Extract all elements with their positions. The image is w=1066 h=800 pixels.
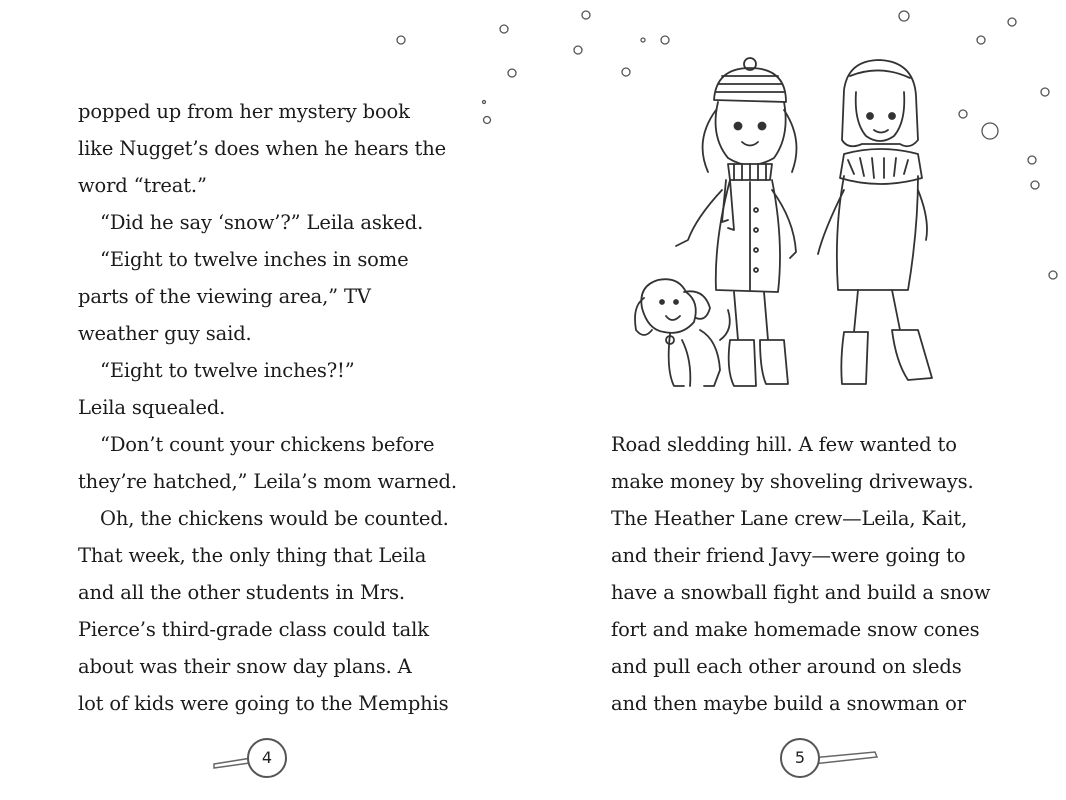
text-line: make money by shoveling driveways. (611, 470, 974, 493)
text-line: weather guy said. (78, 322, 252, 345)
right-page-text (611, 426, 1031, 722)
text-line: word “treat.” (78, 174, 207, 197)
text-line: they’re hatched,” Leila’s mom warned. (78, 470, 457, 493)
text-line: “Did he say ‘snow’?” Leila asked. (100, 211, 424, 234)
girls-and-dog-illustration (618, 40, 978, 420)
page-number: 4 (247, 738, 287, 778)
text-line: and then maybe build a snowman or (611, 692, 966, 715)
text-line: popped up from her mystery book (78, 100, 410, 123)
text-line: like Nugget’s does when he hears the (78, 137, 446, 160)
text-line: “Eight to twelve inches?!” (100, 359, 355, 382)
text-line: Oh, the chickens would be counted. (100, 507, 449, 530)
text-line: Pierce’s third-grade class could talk (78, 618, 429, 641)
magnifier-handle-icon (811, 750, 881, 770)
text-line: about was their snow day plans. A (78, 655, 412, 678)
text-line: “Eight to twelve inches in some (100, 248, 409, 271)
text-line: have a snowball fight and build a snow (611, 581, 991, 604)
text-line: That week, the only thing that Leila (78, 544, 427, 567)
left-page-text (78, 93, 478, 722)
text-line: Road sledding hill. A few wanted to (611, 433, 957, 456)
text-line: and pull each other around on sleds (611, 655, 962, 678)
right-page (533, 0, 1066, 800)
text-line: and their friend Javy—were going to (611, 544, 966, 567)
text-line: Leila squealed. (78, 396, 226, 419)
page-number: 5 (780, 738, 820, 778)
text-line: The Heather Lane crew—Leila, Kait, (611, 507, 968, 530)
text-line: parts of the viewing area,” TV (78, 285, 371, 308)
text-line: “Don’t count your chickens before (100, 433, 435, 456)
text-line: fort and make homemade snow cones (611, 618, 980, 641)
text-line: lot of kids were going to the Memphis (78, 692, 449, 715)
text-line: and all the other students in Mrs. (78, 581, 405, 604)
